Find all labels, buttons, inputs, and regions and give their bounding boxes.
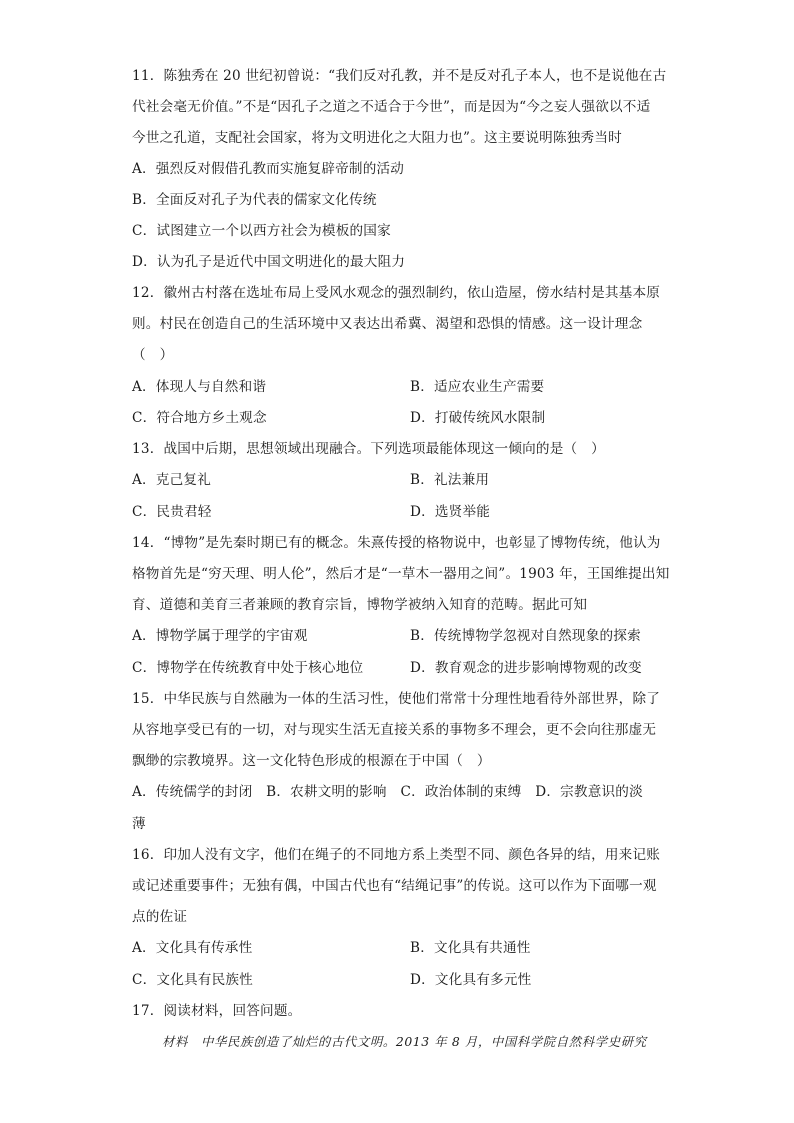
q13-option-d: D．选贤举能 [410, 504, 491, 520]
q16-option-b: B．文化具有共通性 [410, 940, 531, 956]
q12-option-d: D．打破传统风水限制 [410, 410, 546, 426]
q16-stem-line3: 点的佐证 [132, 909, 188, 925]
q12-stem-line3: （ ） [132, 347, 174, 363]
q14-option-d: D．教育观念的进步影响博物观的改变 [410, 660, 642, 676]
q11-stem-line1: 11．陈独秀在 20 世纪初曾说：“我们反对孔教，并不是反对孔子本人，也不是说他在古 [132, 68, 667, 84]
q11-option-b: B．全面反对孔子为代表的儒家文化传统 [132, 192, 377, 208]
q15-options: A．传统儒学的封闭 B．农耕文明的影响 C．政治体制的束缚 D．宗教意识的淡 [132, 784, 643, 800]
q17-stem-line1: 17．阅读材料，回答问题。 [132, 1003, 302, 1019]
q15-stem-line1: 15．中华民族与自然融为一体的生活习性，使他们常常十分理性地看待外部世界，除了 [132, 691, 661, 707]
q11-option-c: C．试图建立一个以西方社会为模板的国家 [132, 223, 391, 239]
q14-stem-line1: 14．“博物”是先秦时期已有的概念。朱熹传授的格物说中，也彰显了博物传统，他认为 [132, 535, 661, 551]
q16-stem-line1: 16．印加人没有文字，他们在绳子的不同地方系上类型不同、颜色各异的结，用来记账 [132, 847, 661, 863]
q12-option-b: B．适应农业生产需要 [410, 379, 545, 395]
q11-stem-line2: 代社会毫无价值。”不是“因孔子之道之不适合于今世”，而是因为“今之妄人强欲以不适 [132, 99, 651, 115]
q16-option-a: A．文化具有传承性 [132, 940, 253, 956]
q13-option-b: B．礼法兼用 [410, 472, 490, 488]
q13-stem-line1: 13．战国中后期，思想领域出现融合。下列选项最能体现这一倾向的是（ ） [132, 441, 605, 457]
q14-option-a: A．博物学属于理学的宇宙观 [132, 628, 308, 644]
q15-stem-line2: 从容地享受已有的一切，对与现实生活无直接关系的事物多不理会，更不会向往那虚无 [132, 722, 657, 738]
q14-option-c: C．博物学在传统教育中处于核心地位 [132, 660, 364, 676]
q14-stem-line2: 格物首先是“穷天理、明人伦”，然后才是“一草木一器用之间”。1903 年，王国维提出知 [132, 566, 670, 582]
q11-option-a: A．强烈反对假借孔教而实施复辟帝制的活动 [132, 161, 405, 177]
q14-option-b: B．传统博物学忽视对自然现象的探索 [410, 628, 641, 644]
q12-stem-line2: 则。村民在创造自己的生活环境中又表达出希冀、渴望和恐惧的情感。这一设计理念 [132, 316, 643, 332]
q16-option-c: C．文化具有民族性 [132, 972, 253, 988]
q12-option-a: A．体现人与自然和谐 [132, 379, 267, 395]
q13-option-c: C．民贵君轻 [132, 504, 212, 520]
q17-material-text: 材料 中华民族创造了灿烂的古代文明。2013 年 8 月，中国科学院自然科学史研究 [162, 1034, 647, 1049]
q13-option-a: A．克己复礼 [132, 472, 211, 488]
q12-stem-line1: 12．徽州古村落在选址布局上受风水观念的强烈制约，依山造屋，傍水结村是其基本原 [132, 285, 661, 301]
q14-stem-line3: 育、道德和美育三者兼顾的教育宗旨，博物学被纳入知育的范畴。据此可知 [132, 597, 588, 613]
q12-option-c: C．符合地方乡土观念 [132, 410, 267, 426]
q16-stem-line2: 或记述重要事件；无独有偶，中国古代也有“结绳记事”的传说。这可以作为下面哪一观 [132, 878, 657, 894]
q11-option-d: D．认为孔子是近代中国文明进化的最大阻力 [132, 254, 406, 270]
q15-stem-line3: 飘缈的宗教境界。这一文化特色形成的根源在于中国（ ） [132, 753, 491, 769]
q15-options-continued: 薄 [132, 816, 146, 832]
q11-stem-line3: 今世之孔道，支配社会国家，将为文明进化之大阻力也”。这主要说明陈独秀当时 [132, 130, 622, 146]
q16-option-d: D．文化具有多元性 [410, 972, 532, 988]
